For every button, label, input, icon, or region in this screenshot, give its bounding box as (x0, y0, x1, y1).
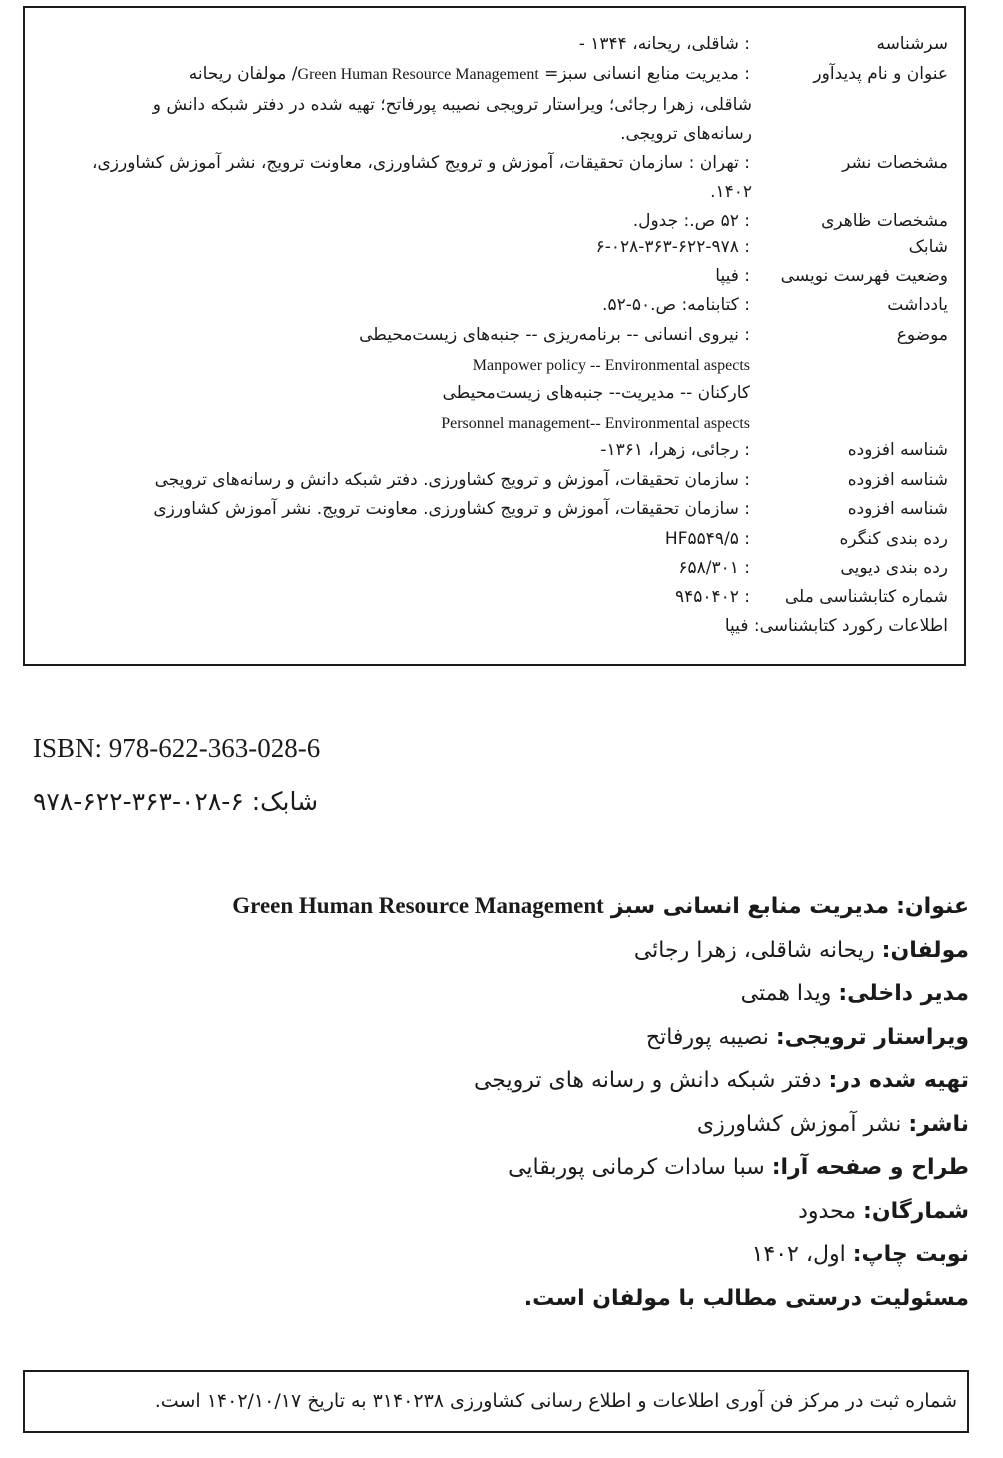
credit-value: اول، ۱۴۰۲ (751, 1242, 846, 1267)
credit-key: ویراستار ترویجی: (775, 1024, 969, 1050)
credit-prepared-at (69, 1059, 969, 1103)
catalog-value: : ۹۴۵۰۴۰۲ (674, 587, 750, 607)
catalog-label: شابک (908, 237, 948, 257)
credit-key: طراح و صفحه آرا: (771, 1155, 969, 1180)
catalog-value: : ۶۵۸/۳۰۱ (678, 558, 750, 578)
credit-value: محدود (798, 1198, 857, 1224)
catalog-label: یادداشت (887, 295, 948, 315)
credit-value: ریحانه شاقلی، زهرا رجائی (633, 937, 875, 963)
catalog-label: اطلاعات رکورد کتابشناسی: فیپا (724, 616, 948, 636)
credit-value: سبا سادات کرمانی پوربقایی (508, 1155, 765, 1180)
credit-edition (69, 1233, 969, 1277)
credit-publisher (69, 1103, 969, 1147)
catalog-label: مشخصات نشر (842, 153, 948, 173)
isbn-persian-value: ۶-۰۲۸-۳۶۳-۶۲۲-۹۷۸ (33, 787, 244, 816)
catalog-value: ۱۴۰۲. (710, 182, 752, 202)
cataloging-in-publication-box (23, 6, 966, 666)
credit-value: ویدا همتی (740, 981, 832, 1006)
catalog-label: سرشناسه (876, 34, 948, 54)
credit-title-en: Green Human Resource Management (232, 893, 604, 918)
catalog-label: عنوان و نام پدیدآور (813, 64, 948, 84)
isbn-english: ISBN: 978-622-363-028-6 (33, 733, 321, 763)
credit-key: ناشر: (908, 1111, 969, 1137)
catalog-value: : شاقلی، ریحانه، ۱۳۴۴ - (578, 34, 750, 54)
catalog-value: : کتابنامه: ص.۵۰-۵۲. (602, 295, 750, 315)
title-en: Green Human Resource Management (297, 66, 539, 83)
catalog-value (35, 60, 750, 89)
credit-designer (69, 1146, 969, 1190)
catalog-value: رسانه‌های ترویجی. (620, 124, 752, 144)
credit-key: عنوان: (896, 894, 969, 919)
catalog-label: شماره کتابشناسی ملی (784, 587, 948, 607)
catalog-value: Personnel management-- Environmental aspects (441, 415, 750, 432)
catalog-value: : نیروی انسانی -- برنامه‌ریزی -- جنبه‌های زیست‌محیطی (359, 325, 750, 345)
catalog-label: شناسه افزوده (847, 440, 948, 460)
catalog-value: کارکنان -- مدیریت-- جنبه‌های زیست‌محیطی (442, 383, 750, 403)
catalog-label: موضوع (896, 325, 948, 345)
catalog-value: شاقلی، زهرا رجائی؛ ویراستار ترویجی نصیبه پورفاتح؛ تهیه شده در دفتر شبکه دانش و (152, 95, 752, 115)
catalog-value: : سازمان تحقیقات، آموزش و ترویج کشاورزی. معاونت ترویج. نشر آموزش کشاورزی (153, 499, 750, 519)
credit-value: نشر آموزش کشاورزی (696, 1111, 902, 1137)
catalog-label: شناسه افزوده (847, 499, 948, 519)
catalog-value: : HF۵۵۴۹/۵ (664, 529, 750, 549)
catalog-label: وضعیت فهرست نویسی (780, 266, 948, 286)
credit-title (69, 884, 969, 929)
authors-text: / مولفان ریحانه (188, 64, 298, 84)
credit-key: تهیه شده در: (828, 1068, 969, 1093)
catalog-label: شناسه افزوده (847, 470, 948, 490)
registration-box: شماره ثبت در مرکز فن آوری اطلاعات و اطلاع رسانی کشاورزی ۳۱۴۰۲۳۸ به تاریخ ۱۴۰۲/۱۰/۱۷ است. (23, 1370, 969, 1433)
credit-key: شمارگان: (863, 1198, 969, 1224)
credit-authors (69, 929, 969, 973)
isbn-persian-label: شابک: (251, 787, 319, 816)
catalog-value: : فیپا (715, 266, 750, 286)
responsibility-statement: مسئولیت درستی مطالب با مولفان است. (523, 1285, 969, 1311)
catalog-value: : رجائی، زهرا، ۱۳۶۱- (600, 440, 750, 460)
catalog-label: رده بندی دیویی (840, 558, 948, 578)
isbn-persian (33, 787, 318, 816)
credit-circulation (69, 1190, 969, 1234)
book-credits (69, 884, 969, 1320)
catalog-value: : ۵۲ ص.: جدول. (632, 211, 750, 231)
catalog-value: : تهران : سازمان تحقیقات، آموزش و ترویج کشاورزی، معاونت ترویج، نشر آموزش کشاورزی، (92, 153, 750, 173)
credit-internal-manager (69, 972, 969, 1016)
title-fa: : مدیریت منابع انسانی سبز= (538, 64, 750, 84)
credit-title-fa: مدیریت منابع انسانی سبز (610, 894, 890, 919)
credit-editor (69, 1016, 969, 1060)
catalog-label: رده بندی کنگره (839, 529, 948, 549)
catalog-label: مشخصات ظاهری (821, 211, 948, 231)
catalog-value: : ۶-۰۲۸-۳۶۳-۶۲۲-۹۷۸ (595, 237, 750, 257)
credit-key: مولفان: (881, 937, 969, 963)
credit-value: دفتر شبکه دانش و رسانه های ترویجی (473, 1068, 822, 1093)
catalog-value: : سازمان تحقیقات، آموزش و ترویج کشاورزی. دفتر شبکه دانش و رسانه‌های ترویجی (154, 470, 750, 490)
catalog-value: Manpower policy -- Environmental aspects (472, 357, 750, 374)
credit-key: مدیر داخلی: (838, 981, 969, 1006)
credit-value: نصیبه پورفاتح (645, 1024, 769, 1050)
credit-key: نوبت چاپ: (852, 1242, 969, 1267)
